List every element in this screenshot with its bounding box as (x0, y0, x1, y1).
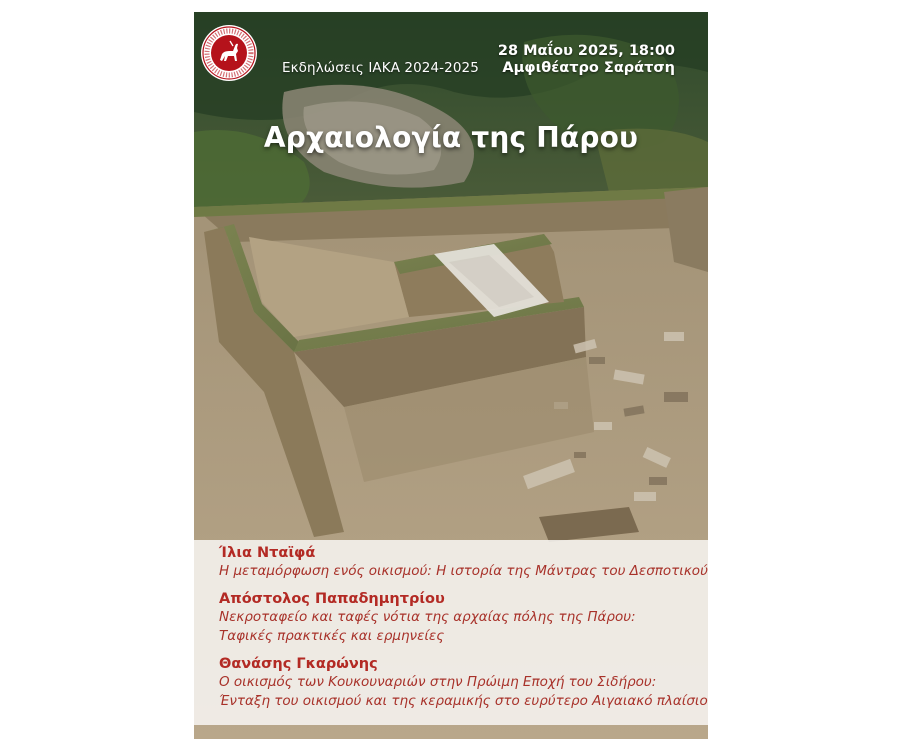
talk-item (219, 591, 698, 646)
speaker-name: Απόστολος Παπαδημητρίου (219, 591, 445, 607)
speakers-panel (194, 540, 708, 725)
talk-item (219, 545, 708, 581)
speaker-name: Ίλια Νταϊφά (219, 545, 316, 561)
talk-item (219, 656, 708, 711)
talk-title: Ο οικισμός των Κουκουναριών στην Πρώιμη Εποχή του Σιδήρου: (219, 674, 657, 690)
event-venue: Αμφιθέατρο Σαράτση (502, 60, 675, 76)
event-series-label: Εκδηλώσεις ΙΑΚΑ 2024-2025 (282, 60, 479, 76)
poster-title: Αρχαιολογία της Πάρου (263, 121, 639, 154)
event-date: 28 Μαΐου 2025, 18:00 (497, 43, 675, 59)
university-seal-centaur-icon (200, 24, 258, 82)
talk-title: Η μεταμόρφωση ενός οικισμού: Η ιστορία της Μάντρας του Δεσποτικού (219, 563, 708, 579)
speaker-name: Θανάσης Γκαρώνης (219, 656, 378, 672)
talk-title: Νεκροταφείο και ταφές νότια της αρχαίας πόλης της Πάρου: (219, 609, 636, 625)
event-poster (194, 12, 708, 739)
talk-title: Ένταξη του οικισμού και της κεραμικής στο ευρύτερο Αιγαιακό πλαίσιο (219, 693, 708, 709)
talk-title: Ταφικές πρακτικές και ερμηνείες (219, 628, 445, 644)
